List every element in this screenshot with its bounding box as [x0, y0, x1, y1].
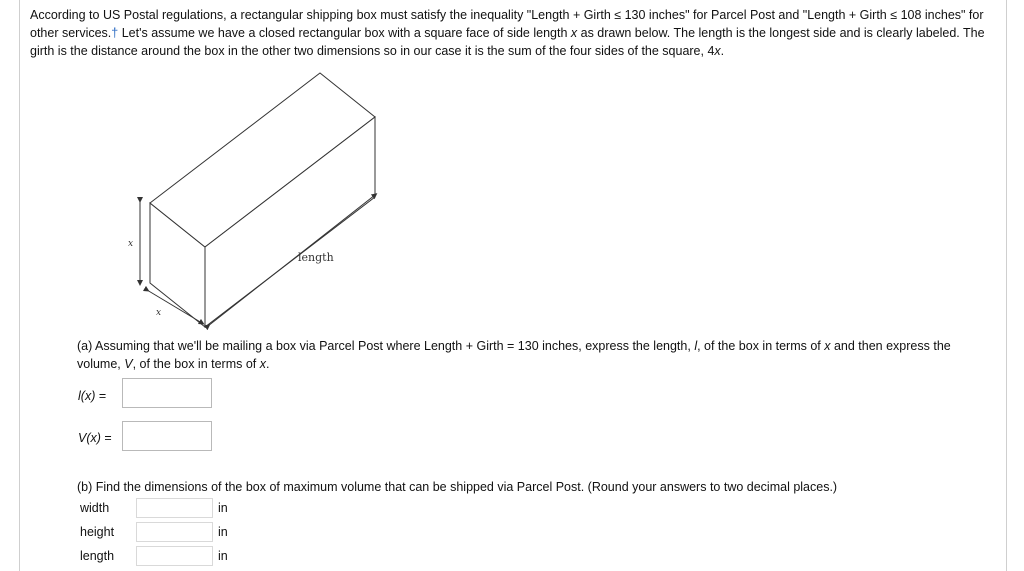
length-unit: in [218, 549, 228, 563]
footnote-dagger-link[interactable]: † [111, 26, 119, 41]
width-answer-input[interactable] [136, 498, 213, 518]
l-of-x-label [78, 389, 106, 403]
l-of-x-answer-input[interactable] [122, 378, 212, 408]
v-of-x-symbol: V(x) [78, 431, 101, 445]
l-of-x-symbol: l(x) [78, 389, 96, 403]
var-x: x [570, 26, 578, 41]
part-a-text-5: . [266, 357, 270, 371]
label-length: length [298, 251, 334, 264]
equals-sign: = [104, 431, 112, 445]
part-a-text-2: , of the box in terms of [697, 339, 825, 353]
part-b-question: (b) Find the dimensions of the box of maximum volume that can be shipped via Parcel Post. (Round your answers to two decimal places.) [77, 480, 838, 494]
label-x-bottom: x [156, 308, 162, 318]
intro-text: According to US Postal regulations, a rectangular shipping box must satisfy the inequality "Length + Girth ≤ 130 inches" for Parcel Post and "Length + Girth ≤ 108 inches" for other services. [30, 8, 984, 41]
intro-end: . [720, 44, 725, 59]
intro-text-3: as drawn below. The length is the longest side and is clearly labeled. The girth is the distance around the box in the other two dimensions so in our case it is the sum of the four sides of the square, 4 [30, 26, 985, 59]
v-of-x-answer-input[interactable] [122, 421, 212, 451]
problem-intro [30, 6, 1005, 61]
v-of-x-label [78, 431, 112, 445]
var-x: x [259, 357, 266, 371]
var-v: V [124, 357, 133, 371]
length-answer-input[interactable] [136, 546, 213, 566]
var-l: l [694, 339, 698, 353]
height-unit: in [218, 525, 228, 539]
part-a-text-4: , of the box in terms of [132, 357, 260, 371]
box-diagram [120, 70, 390, 330]
part-a-question [77, 337, 977, 373]
var-x: x [714, 44, 721, 59]
part-a-text: (a) Assuming that we'll be mailing a box via Parcel Post where Length + Girth = 130 inches, express the length, [77, 339, 695, 353]
intro-text-2: Let's assume we have a closed rectangular box with a square face of side length [118, 26, 571, 41]
height-label: height [80, 525, 115, 539]
height-answer-input[interactable] [136, 522, 213, 542]
length-label: length [80, 549, 115, 563]
width-label: width [80, 501, 110, 515]
label-x-vertical: x [128, 239, 134, 249]
width-unit: in [218, 501, 228, 515]
part-a-text-3: and then express the volume, [77, 339, 951, 371]
equals-sign: = [98, 389, 107, 403]
var-x: x [824, 339, 831, 353]
